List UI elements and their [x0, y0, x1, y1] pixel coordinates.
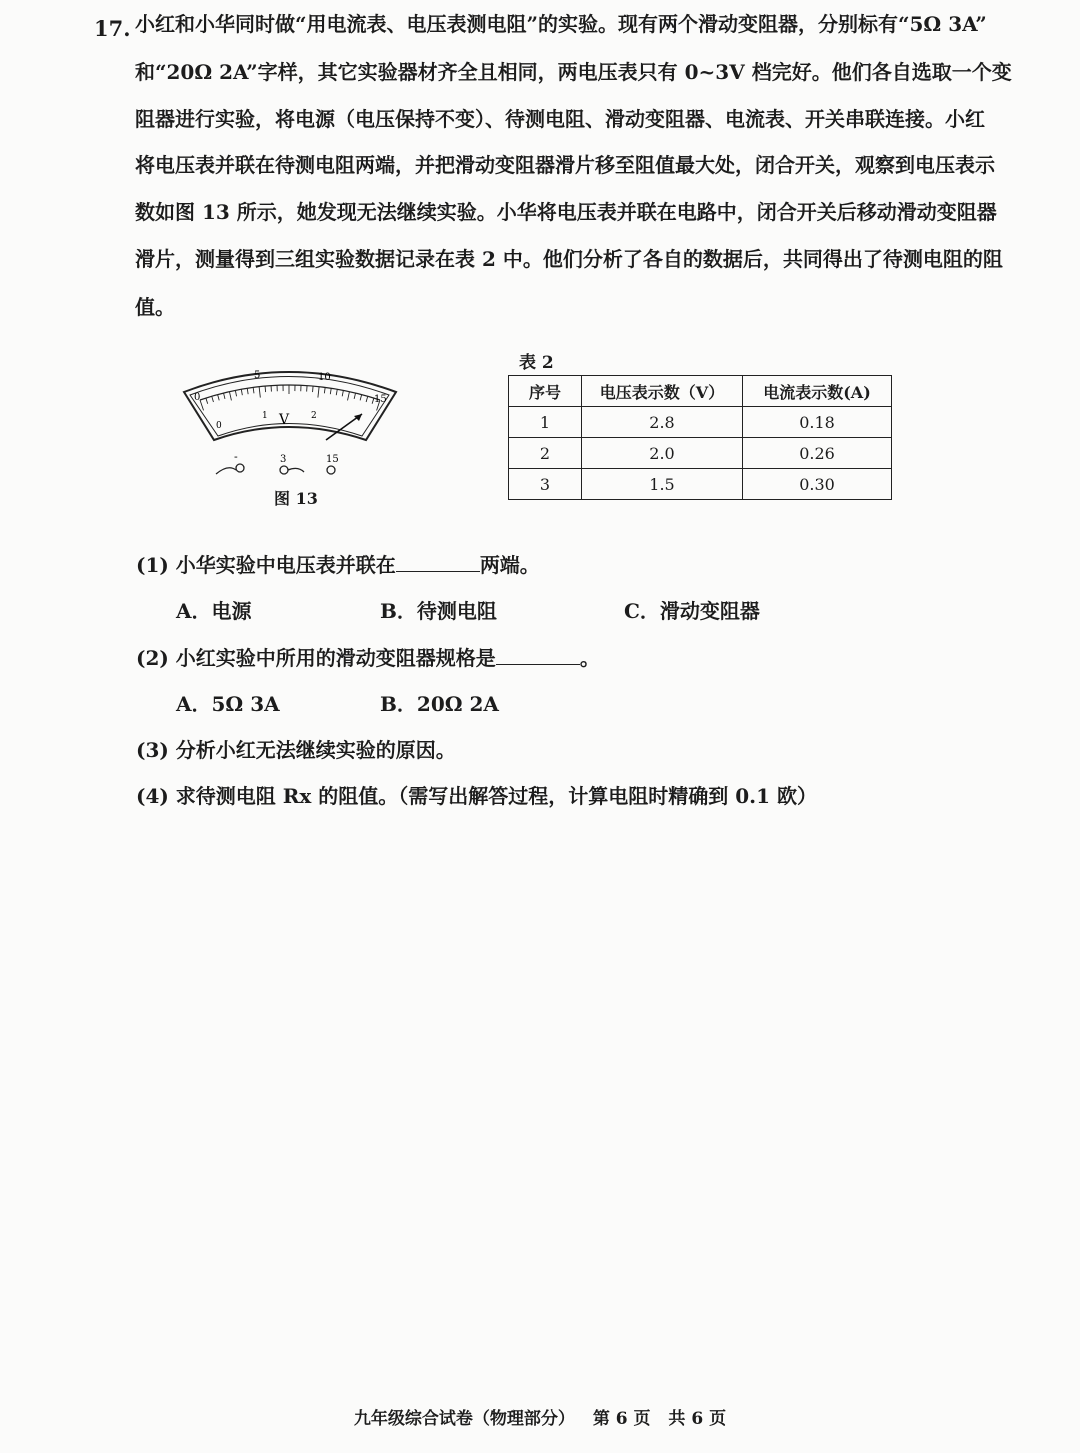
scale-tick: [342, 390, 343, 396]
q2-option-a: A．5Ω 3A: [176, 692, 280, 716]
scale-tick: [360, 395, 362, 401]
header-index: 序号: [509, 376, 582, 407]
scale-tick: [200, 400, 204, 410]
table-row: [509, 407, 892, 438]
question-line: 和“20Ω 2A”字样，其它实验器材齐全且相同，两电压表只有 0~3V 档完好。他们各自选取一个变: [135, 60, 1012, 84]
scale-tick: [324, 387, 325, 393]
scale-tick: [229, 392, 231, 401]
scale-tick: [241, 389, 242, 395]
cell-index: 1: [509, 407, 582, 438]
scale-outer-5: 5: [254, 370, 261, 381]
footer-exam-title: 九年级综合试卷（物理部分）: [353, 1409, 575, 1429]
q2-option-b: B．20Ω 2A: [380, 692, 499, 716]
meter-symbol: V: [279, 412, 290, 428]
cell-voltage: 2.8: [582, 407, 743, 438]
scale-tick: [247, 388, 248, 394]
voltmeter-illustration: [176, 362, 406, 482]
question-line: 小红和小华同时做“用电流表、电压表测电阻”的实验。现有两个滑动变阻器，分别标有“5Ω 3A”: [135, 12, 987, 36]
scale-tick: [265, 386, 266, 392]
scale-inner-2: 2: [311, 411, 317, 421]
scale-tick: [218, 395, 220, 401]
scale-tick: [235, 390, 236, 396]
cell-current: 0.30: [743, 469, 892, 500]
sub-question-1: [136, 549, 540, 578]
terminal-label-neg: -: [234, 450, 238, 463]
scale-tick: [336, 389, 337, 395]
table-row: [509, 438, 892, 469]
scale-tick: [206, 398, 208, 404]
header-current: 电流表示数(A): [743, 376, 892, 407]
question-line: 将电压表并联在待测电阻两端，并把滑动变阻器滑片移至阻值最大处，闭合开关，观察到电压表示: [135, 153, 995, 177]
scale-tick: [318, 387, 319, 398]
table-row: [509, 469, 892, 500]
voltmeter-figure: [176, 362, 406, 512]
footer-page-number: 第 6 页: [592, 1409, 651, 1429]
table-title: 表 2: [519, 353, 554, 373]
cell-voltage: 1.5: [582, 469, 743, 500]
q2-text-after: 。: [579, 646, 600, 670]
footer-total-pages: 共 6 页: [668, 1409, 727, 1429]
table-header-row: [509, 376, 892, 407]
terminal-15: [327, 466, 335, 474]
scale-tick: [313, 386, 314, 392]
scale-tick: [354, 393, 355, 399]
scale-tick: [366, 396, 368, 402]
q1-text-before: (1) 小华实验中电压表并联在: [136, 553, 396, 577]
cell-index: 3: [509, 469, 582, 500]
question-line: 滑片，测量得到三组实验数据记录在表 2 中。他们分析了各自的数据后，共同得出了待测电阻的阻: [135, 247, 1003, 271]
terminal-3: [280, 466, 288, 474]
cell-current: 0.18: [743, 407, 892, 438]
scale-tick: [224, 393, 225, 399]
page-footer: [0, 1404, 1080, 1429]
sub-question-4: (4) 求待测电阻 Rx 的阻值。（需写出解答过程，计算电阻时精确到 0.1 欧）: [136, 784, 817, 808]
cell-current: 0.26: [743, 438, 892, 469]
header-voltage: 电压表示数（V）: [582, 376, 743, 407]
question-line: 值。: [135, 295, 175, 319]
data-table: [508, 375, 892, 500]
cell-index: 2: [509, 438, 582, 469]
q1-option-a: A．电源: [176, 599, 252, 623]
scale-tick: [348, 392, 350, 401]
q1-option-b: B．待测电阻: [380, 599, 497, 623]
answer-blank-1[interactable]: [396, 553, 480, 572]
question-number: 17.: [94, 16, 131, 41]
q1-text-after: 两端。: [479, 553, 540, 577]
terminal-neg: [236, 464, 244, 472]
q1-option-c: C．滑动变阻器: [624, 599, 760, 623]
scale-tick: [253, 387, 254, 393]
scale-outer-0: 0: [194, 392, 201, 403]
sub-question-2: [136, 642, 600, 671]
scale-inner-1: 1: [262, 411, 268, 421]
scale-outer-10: 10: [318, 372, 331, 383]
scale-tick: [259, 387, 260, 398]
terminal-label-3: 3: [280, 454, 287, 465]
q2-text-before: (2) 小红实验中所用的滑动变阻器规格是: [136, 646, 496, 670]
figure-caption: 图 13: [274, 489, 318, 508]
cell-voltage: 2.0: [582, 438, 743, 469]
scale-tick: [212, 396, 214, 402]
terminal-label-15: 15: [326, 454, 339, 465]
scale-outer-15: 15: [374, 394, 387, 405]
sub-question-3: (3) 分析小红无法继续实验的原因。: [136, 738, 456, 762]
question-line: 阻器进行实验，将电源（电压保持不变）、待测电阻、滑动变阻器、电流表、开关串联连接。小红: [135, 107, 985, 131]
question-line: 数如图 13 所示，她发现无法继续实验。小华将电压表并联在电路中，闭合开关后移动滑动变阻器: [135, 200, 997, 224]
answer-blank-2[interactable]: [496, 646, 580, 665]
scale-inner-0: 0: [216, 421, 222, 431]
scale-tick: [330, 388, 331, 394]
